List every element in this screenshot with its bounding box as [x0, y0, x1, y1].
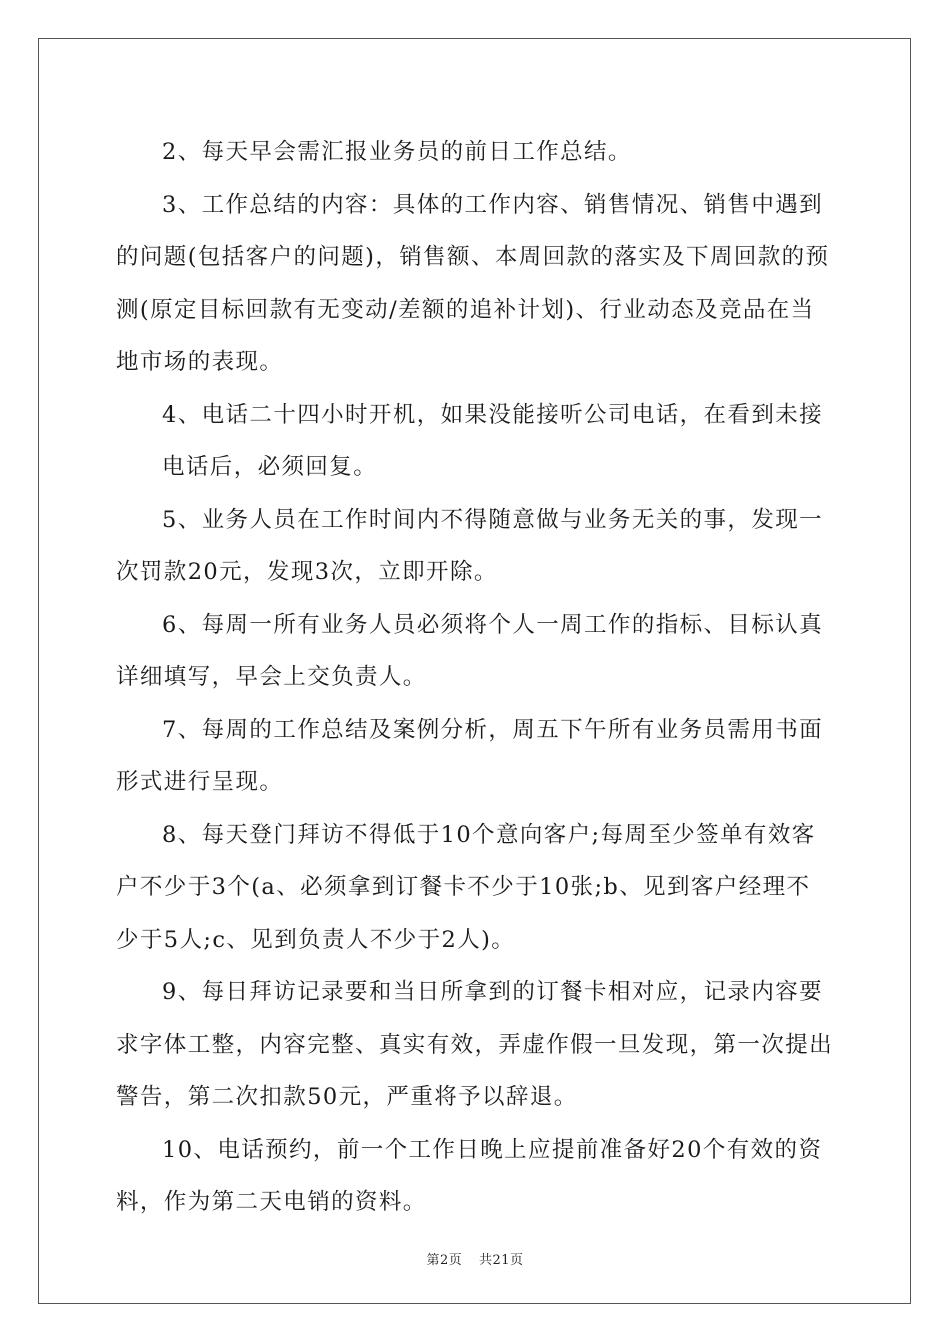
text-line: 10、电话预约，前一个工作日晚上应提前准备好20个有效的资	[162, 1136, 823, 1163]
text-line: 警告，第二次扣款50元，严重将予以辞退。	[116, 1084, 578, 1110]
text-line: 4、电话二十四小时开机，如果没能接听公司电话，在看到未接	[162, 401, 824, 428]
text-line: 5、业务人员在工作时间内不得随意做与业务无关的事，发现一	[162, 506, 824, 533]
page-number: 第2页	[426, 1253, 463, 1268]
text-line: 少于5人;c、见到负责人不少于2人)。	[116, 926, 516, 953]
text-line: 电话后，必须回复。	[162, 454, 378, 480]
text-line: 形式进行呈现。	[116, 769, 284, 795]
text-line: 详细填写，早会上交负责人。	[116, 664, 427, 690]
text-line: 2、每天早会需汇报业务员的前日工作总结。	[162, 139, 632, 165]
text-line: 7、每周的工作总结及案例分析，周五下午所有业务员需用书面	[162, 716, 824, 743]
page-footer	[0, 1249, 950, 1268]
text-line: 户不少于3个(a、必须拿到订餐卡不少于10张;b、见到客户经理不	[116, 874, 811, 900]
text-line: 料，作为第二天电销的资料。	[116, 1189, 427, 1215]
text-line: 地市场的表现。	[116, 349, 284, 375]
text-line: 3、工作总结的内容：具体的工作内容、销售情况、销售中遇到	[162, 191, 824, 218]
text-line: 的问题(包括客户的问题)，销售额、本周回款的落实及下周回款的预	[116, 244, 830, 270]
text-line: 6、每周一所有业务人员必须将个人一周工作的指标、目标认真	[162, 611, 824, 638]
text-line: 测(原定目标回款有无变动/差额的追补计划)、行业动态及竞品在当	[116, 296, 815, 323]
text-line: 8、每天登门拜访不得低于10个意向客户;每周至少签单有效客	[162, 821, 816, 848]
text-line: 求字体工整，内容完整、真实有效，弄虚作假一旦发现，第一次提出	[116, 1031, 834, 1058]
page-total: 共21页	[478, 1253, 524, 1268]
text-line: 次罚款20元，发现3次，立即开除。	[116, 559, 498, 585]
document-text	[116, 126, 836, 1229]
document-body	[116, 126, 836, 1229]
text-line: 9、每日拜访记录要和当日所拿到的订餐卡相对应，记录内容要	[162, 979, 824, 1005]
